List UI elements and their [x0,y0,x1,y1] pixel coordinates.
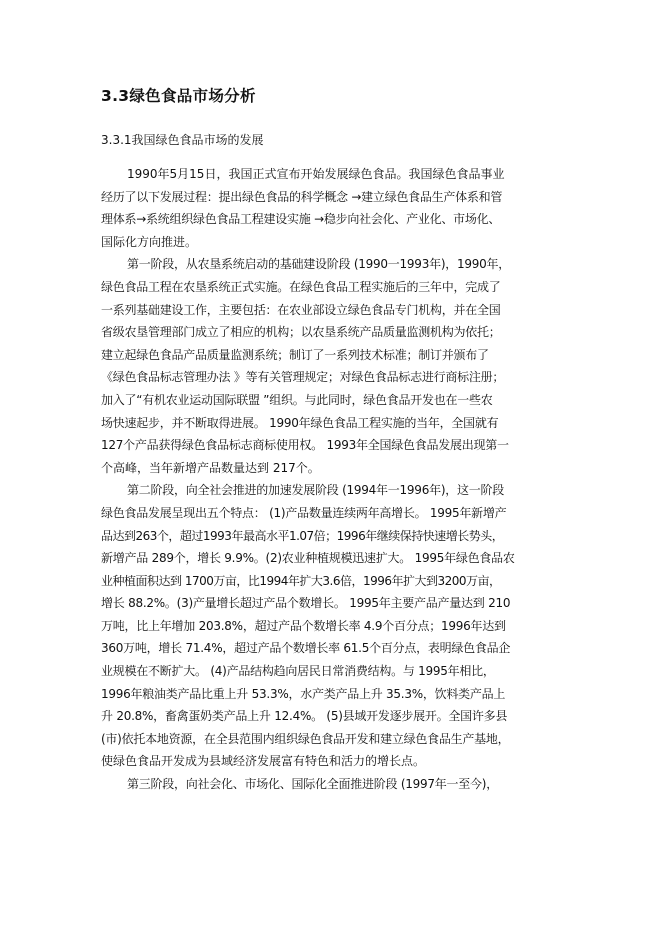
text-line: 1990年5月15日，我国正式宣布开始发展绿色食品。我国绿色食品事业 [127,167,505,181]
text-line: 业规模在不断扩大。 (4)产品结构趋向居民日常消费结构。与 1995年相比， [101,664,495,679]
text-line: 《绿色食品标志管理办法 》等有关管理规定；对绿色食品标志进行商标注册； [101,370,505,385]
text-line: 一系列基础建设工作，主要包括：在农业部设立绿色食品专门机构，并在全国 [101,302,501,317]
text-line: 127个产品获得绿色食品标志商标使用权。 1993年全国绿色食品发展出现第一 [101,438,509,453]
text-line: 1996年粮油类产品比重上升 53.3%，水产类产品上升 35.3%，饮料类产品上 [101,686,506,701]
text-line: 经历了以下发展过程：提出绿色食品的科学概念 →建立绿色食品生产体系和管 [101,189,503,204]
text-line: 场快速起步，并不断取得进展。 1990年绿色食品工程实施的当年，全国就有 [101,415,499,430]
document-body [101,163,561,796]
text-line: 理体系→系统组织绿色食品工程建设实施 →稳步向社会化、产业化、市场化、 [101,212,501,227]
text-line: 第三阶段，向社会化、市场化、国际化全面推进阶段 (1997年一至今)， [127,777,498,792]
text-line: 业种植面积达到 1700万亩，比1994年扩大3.6倍，1996年扩大到3200万亩， [101,573,501,588]
text-line: 新增产品 289个，增长 9.9%。(2)农业种植规模迅速扩大。 1995年绿色食品农 [101,551,515,566]
text-line: 第二阶段，向全社会推进的加速发展阶段 (1994年一1996年)，这一阶段 [127,483,505,498]
subsection-title: 3.3.1我国绿色食品市场的发展 [101,133,264,147]
text-line: 绿色食品工程在农垦系统正式实施。在绿色食品工程实施后的三年中，完成了 [101,279,501,294]
text-line: 个高峰，当年新增产品数量达到 217个。 [101,460,320,475]
text-line: 使绿色食品开发成为县域经济发展富有特色和活力的增长点。 [101,754,426,769]
text-line: 万吨，比上年增加 203.8%，超过产品个数增长率 4.9个百分点；1996年达到 [101,618,506,633]
text-line: 增长 88.2%。(3)产量增长超过产品个数增长。 1995年主要产品产量达到 210 [101,596,511,611]
text-line: 加入了“有机农业运动国际联盟 ”组织。与此同时，绿色食品开发也在一些农 [101,392,493,407]
text-line: 第一阶段，从农垦系统启动的基础建设阶段 (1990一1993年)，1990年， [127,257,511,272]
text-line: (市)依托本地资源，在全县范围内组织绿色食品开发和建立绿色食品生产基地， [101,731,510,746]
text-line: 国际化方向推进。 [101,234,198,249]
text-line: 360万吨，增长 71.4%，超过产品个数增长率 61.5个百分点，表明绿色食品企 [101,641,511,656]
text-line: 省级农垦管理部门成立了相应的机构；以农垦系统产品质量监测机构为依托； [101,325,501,340]
text-line: 建立起绿色食品产品质量监测系统；制订了一系列技术标准；制订并颁布了 [101,347,489,362]
section-title: 3.3绿色食品市场分析 [101,87,256,105]
text-line: 品达到263个，超过1993年最高水平1.07倍；1996年继续保持快速增长势头， [101,528,504,543]
text-line: 升 20.8%，畜禽蛋奶类产品上升 12.4%。 (5)县域开发逐步展开。全国许多县 [101,709,508,724]
text-line: 绿色食品发展呈现出五个特点： (1)产品数量连续两年高增长。 1995年新增产 [101,505,507,520]
